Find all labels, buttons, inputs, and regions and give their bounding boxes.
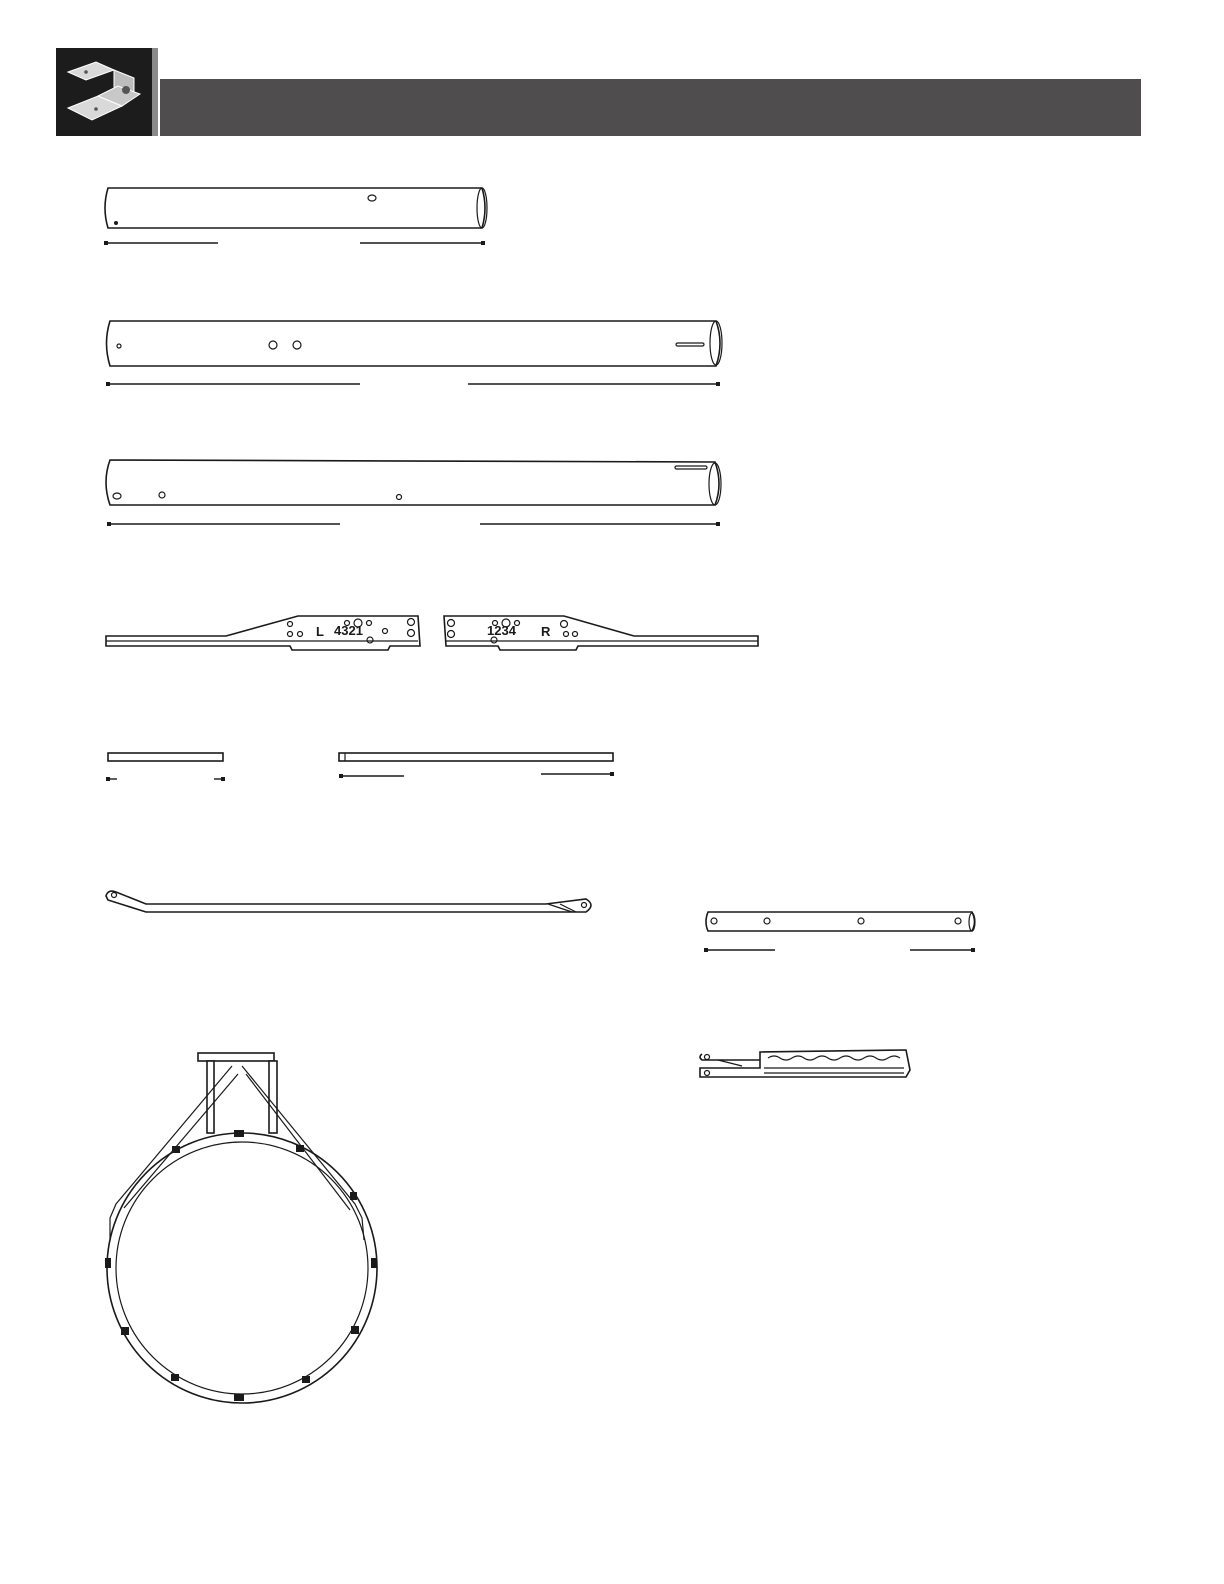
bracket-right	[444, 616, 758, 650]
long-tube-b	[106, 460, 721, 505]
bracket-left-label: L	[316, 624, 324, 639]
dimension-line-short-tube	[104, 241, 485, 245]
dimension-line-long-tube-a	[106, 382, 720, 386]
bracket-right-label: R	[541, 624, 551, 639]
short-tube	[105, 188, 487, 228]
short-rod	[108, 753, 223, 761]
support-arm	[106, 891, 591, 912]
bracket-left-numbers: 4321	[334, 623, 363, 638]
dimension-line-long-rod	[339, 772, 614, 778]
dimension-line-perforated-tube	[704, 948, 975, 952]
basketball-rim	[107, 1053, 377, 1403]
short-perforated-tube	[706, 912, 975, 931]
dimension-line-short-rod	[106, 777, 225, 781]
long-rod	[339, 753, 613, 761]
bracket-left	[106, 616, 420, 650]
long-tube-a	[107, 321, 723, 366]
slotted-adjuster-bar	[700, 1050, 910, 1077]
dimension-line-long-tube-b	[107, 522, 720, 526]
bracket-right-numbers: 1234	[487, 623, 516, 638]
